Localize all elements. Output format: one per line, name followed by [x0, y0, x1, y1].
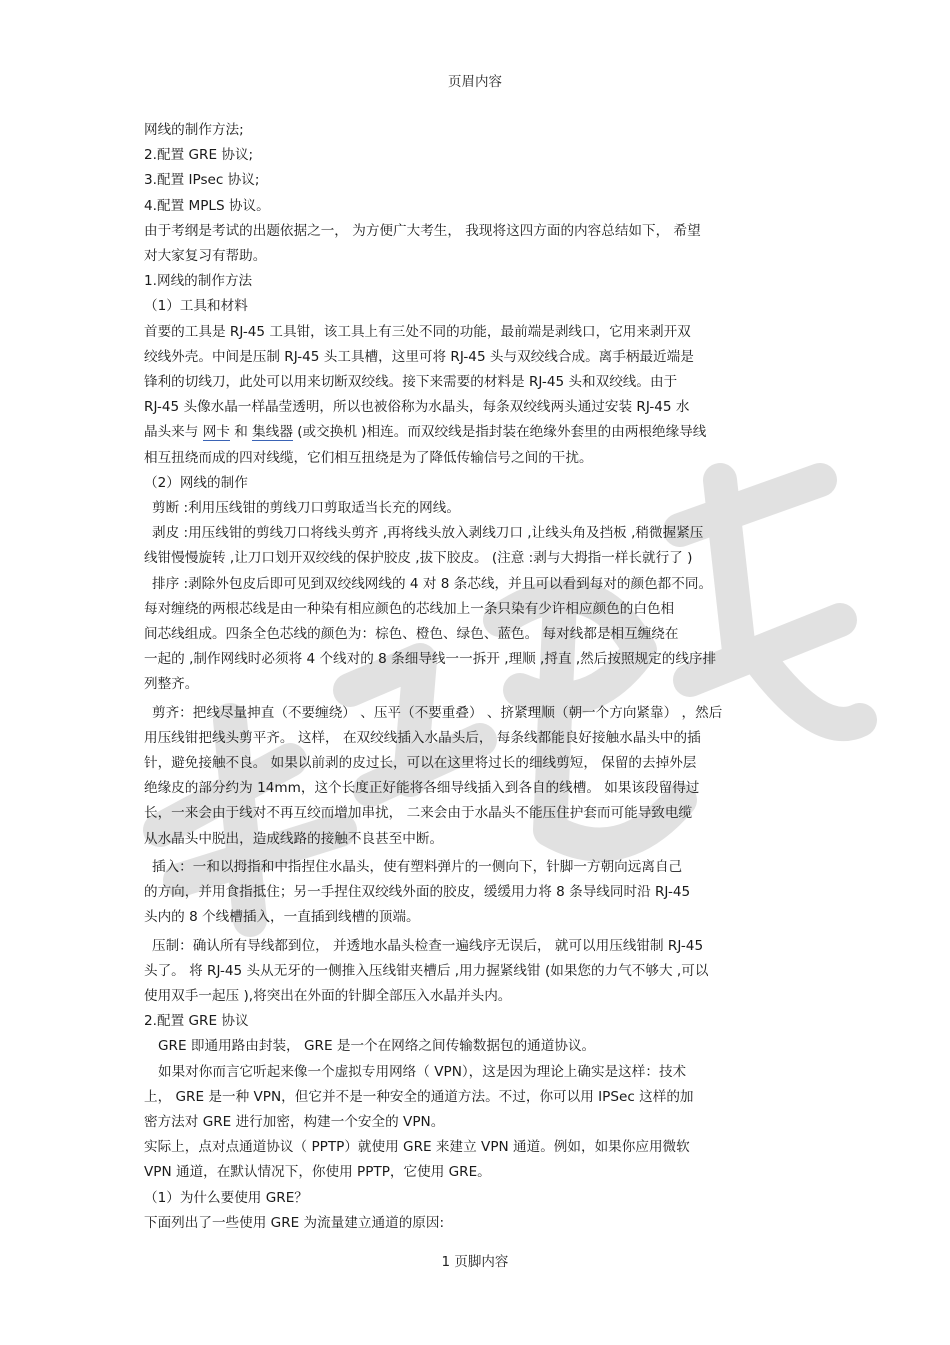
- text-line: 晶头来与 网卡 和 集线器 (或交换机 )相连。而双绞线是指封装在绝缘外套里的由两根绝缘导线: [144, 424, 707, 441]
- text-line: 排序 :剥除外包皮后即可见到双绞线网线的 4 对 8 条芯线，并且可以看到每对的颜色都不同。: [152, 575, 713, 592]
- text-line: 的方向，并用食指抵住；另一手捏住双绞线外面的胶皮，缓缓用力将 8 条导线同时沿 RJ-45: [144, 884, 691, 901]
- text-line: 4.配置 MPLS 协议。: [144, 197, 270, 214]
- text-line: 列整齐。: [144, 676, 199, 693]
- link-nic[interactable]: 网卡: [202, 424, 230, 441]
- page-footer: 1 页脚内容: [441, 1254, 509, 1270]
- text-line: 网线的制作方法;: [144, 122, 244, 138]
- text-line: 密方法对 GRE 进行加密，构建一个安全的 VPN。: [144, 1113, 445, 1130]
- text-line: 一起的 ,制作网线时必须将 4 个线对的 8 条细导线一一拆开 ,理顺 ,捋直 ,然后按照规定的线序排: [144, 651, 717, 668]
- text-line: （1）为什么要使用 GRE？: [144, 1189, 308, 1206]
- text-line: 1.网线的制作方法: [144, 273, 253, 290]
- document-body: [144, 118, 808, 1236]
- text-line: 剪断 :利用压线钳的剪线刀口剪取适当长充的网线。: [152, 500, 460, 517]
- text-line: （1）工具和材料: [144, 298, 248, 315]
- text-line: 压制：确认所有导线都到位， 并透地水晶头检查一遍线序无误后， 就可以用压线钳制 RJ-45: [152, 937, 704, 954]
- text-line: GRE 即通用路由封装， GRE 是一个在网络之间传输数据包的通道协议。: [158, 1038, 596, 1055]
- text-line: 下面列出了一些使用 GRE 为流量建立通道的原因:: [144, 1214, 445, 1231]
- text-line: 线钳慢慢旋转 ,让刀口划开双绞线的保护胶皮 ,拔下胶皮。 (注意 :剥与大拇指一样长就行了 ): [144, 550, 693, 567]
- text-line: 剪齐：把线尽量抻直（不要缠绕） 、压平（不要重叠） 、挤紧理顺（朝一个方向紧靠） ，然后: [152, 704, 723, 721]
- text-line: 上， GRE 是一种 VPN，但它并不是一种安全的通道方法。不过，你可以用 IPSec 这样的加: [144, 1088, 694, 1105]
- text-line: 剥皮 :用压线钳的剪线刀口将线头剪齐 ,再将线头放入剥线刀口 ,让线头角及挡板 ,稍微握紧压: [152, 525, 704, 542]
- text-line: 头内的 8 个线槽插入，一直插到线槽的顶端。: [144, 909, 420, 926]
- text-line: 对大家复习有帮助。: [144, 248, 267, 265]
- text-line: 相互扭绕而成的四对线缆，它们相互扭绕是为了降低传输信号之间的干扰。: [144, 449, 593, 466]
- text-line: 针，避免接触不良。 如果以前剥的皮过长，可以在这里将过长的细线剪短， 保留的去掉外层: [144, 755, 697, 772]
- link-hub[interactable]: 集线器: [252, 424, 293, 441]
- text-line: 锋利的切线刀，此处可以用来切断双绞线。接下来需要的材料是 RJ-45 头和双绞线。由于: [144, 374, 678, 391]
- text-line: 3.配置 IPsec 协议;: [144, 172, 260, 189]
- text-line: 绞线外壳。中间是压制 RJ-45 头工具槽，这里可将 RJ-45 头与双绞线合成。离手柄最近端是: [144, 348, 694, 365]
- text-line: 使用双手一起压 ),将突出在外面的针脚全部压入水晶并头内。: [144, 987, 512, 1004]
- text-line: 如果对你而言它听起来像一个虚拟专用网络（ VPN），这是因为理论上确实是这样：技术: [158, 1063, 687, 1080]
- text-line: 绝缘皮的部分约为 14mm，这个长度正好能将各细导线插入到各自的线槽。 如果该段留得过: [144, 780, 700, 797]
- text-line: RJ-45 头像水晶一样晶莹透明，所以也被俗称为水晶头，每条双绞线两头通过安装 RJ-45 水: [144, 399, 690, 416]
- text-line: 2.配置 GRE 协议: [144, 1013, 249, 1030]
- text-line: 由于考纲是考试的出题依据之一， 为方便广大考生， 我现将这四方面的内容总结如下， 希望: [144, 222, 701, 239]
- page-header: 页眉内容: [448, 74, 502, 90]
- text-line: 间芯线组成。四条全色芯线的颜色为：棕色、橙色、绿色、蓝色。 每对线都是相互缠绕在: [144, 626, 679, 643]
- text-line: 头了。 将 RJ-45 头从无牙的一侧推入压线钳夹槽后 ,用力握紧线钳 (如果您的力气不够大 ,可以: [144, 962, 709, 979]
- text-line: VPN 通道，在默认情况下，你使用 PPTP，它使用 GRE。: [144, 1164, 491, 1181]
- text-line: 用压线钳把线头剪平齐。 这样， 在双绞线插入水晶头后， 每条线都能良好接触水晶头中的插: [144, 729, 701, 746]
- text-line: 每对缠绕的两根芯线是由一种染有相应颜色的芯线加上一条只染有少许相应颜色的白色相: [144, 600, 675, 617]
- text-line: 实际上，点对点通道协议（ PPTP）就使用 GRE 来建立 VPN 通道。例如，如果你应用微软: [144, 1139, 690, 1156]
- text-line: 长，一来会由于线对不再互绞而增加串扰， 二来会由于水晶头不能压住护套而可能导致电缆: [144, 805, 693, 822]
- text-line: 插入：一和以拇指和中指捏住水晶头，使有塑料弹片的一侧向下，针脚一方朝向远离自己: [152, 858, 683, 875]
- text-line: 从水晶头中脱出，造成线路的接触不良甚至中断。: [144, 830, 444, 847]
- text-line: 2.配置 GRE 协议;: [144, 147, 254, 164]
- text-line: （2）网线的制作: [144, 474, 248, 491]
- text-line: 首要的工具是 RJ-45 工具钳，该工具上有三处不同的功能，最前端是剥线口，它用来剥开双: [144, 323, 691, 340]
